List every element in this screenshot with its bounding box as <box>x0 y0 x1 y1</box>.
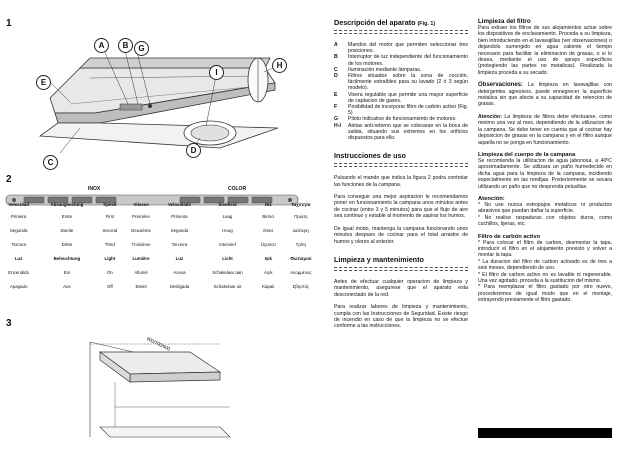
item-key: B <box>334 54 338 61</box>
observations-text: La limpieza en lavavajillas con detergentes agresivos, puede ennegrecer la superficie metalica sin que afecte a su capacidad de retencion de grasas. <box>478 82 612 108</box>
table-cell: Schakelaar uit <box>213 283 242 289</box>
table-cell: Third <box>104 241 115 247</box>
figure-2-number: 2 <box>6 174 12 185</box>
table-header: Velocidad <box>8 202 29 207</box>
table-row <box>0 251 320 265</box>
figure-1-label-i: I <box>209 65 224 80</box>
table-cell: Intensief <box>219 241 236 247</box>
table-header: Hız <box>265 202 272 207</box>
table-cell: First <box>105 213 115 219</box>
table-cell: Segunda <box>9 227 28 233</box>
figure-1-number: 1 <box>6 18 12 29</box>
table-row <box>0 279 320 293</box>
table-cell: Off <box>107 283 113 289</box>
filter-cleaning-paragraph: Para extraer los filtros de sus alojamientos actue sobre los dispositivos de enclavamiento. Proceda a su limpieza, bien introduciendo en el lavavajillas (ver observaciones) o dejandolo sumergido en agua caliente el tiempo necesario para facilitar la eliminacion de grasas, o si lo desea, mediante el uso de sprays especificos (protegiendo las partes no metalicas). Finalizada la limpieza proceda a su secado. <box>478 25 612 76</box>
figure-1-label-d: D <box>186 143 201 158</box>
color-label: COLOR <box>228 186 247 192</box>
table-cell: Licht <box>222 255 233 261</box>
table-cell: Ikinci <box>263 227 274 233</box>
observations-paragraph <box>478 82 612 108</box>
item-text: Piloto indicativo de funcionamiento de motores. <box>348 116 457 123</box>
figure-1-label-c: C <box>43 155 58 170</box>
table-cell: Acesa <box>173 269 186 275</box>
table-cell: Σβηστός <box>292 283 310 289</box>
usage-paragraph: Pulsando el mando que indica la figura 2 podra controlar las funciones de la campana. <box>334 175 468 188</box>
item-key: E <box>334 91 338 98</box>
table-cell: On <box>106 269 113 275</box>
table-cell: Açık <box>264 269 273 275</box>
control-function-table <box>0 200 320 293</box>
attention-list-item: * No realice raspaduras con objetos duros, como cuchillos, tijeras, etc. <box>478 214 612 228</box>
item-key: G <box>334 116 339 123</box>
divider <box>334 267 468 271</box>
list-item <box>334 104 468 116</box>
table-cell: Hoog <box>222 227 233 233</box>
table-cell: Apagado <box>9 283 28 289</box>
usage-heading: Instrucciones de uso <box>334 151 406 161</box>
item-text: Filtros situados sobre la zona de cocción, fácilmente extraíbles para su lavado (2 ó 3 según modelo). <box>348 73 468 92</box>
table-cell: Aus <box>63 283 71 289</box>
list-item <box>334 92 468 104</box>
item-text: Interruptor de luz independiente del funcionamiento de los motores. <box>348 54 468 67</box>
table-cell: Light <box>104 255 116 261</box>
table-cell: Troisième <box>131 241 151 247</box>
description-heading-text: Descripción del aparato <box>334 18 416 27</box>
carbon-filter-item: * Para colocar el filtro de carbon, desmontar la tapa, introducir el filtro en el alojamiento previsto y volver a montar la tapa. <box>478 239 612 259</box>
table-header: Speed <box>103 202 117 207</box>
table-cell: Encendido <box>8 269 30 275</box>
table-cell: Dritte <box>61 241 73 247</box>
table-header: Absaugleistung <box>50 202 84 207</box>
table-row <box>0 237 320 251</box>
list-item <box>334 123 468 142</box>
carbon-filter-heading: Filtro de carbón activo <box>478 233 541 240</box>
filter-cleaning-heading: Limpieza del filtro <box>478 18 531 25</box>
table-cell: Desligada <box>169 283 190 289</box>
attention-text: La limpieza de filtros debe efectuarse, como minimo una vez al mes, dependiendo de la utilizacion de la campana. Se debe tener en cuenta que al cocinar hay deposicion de grasas en la campana y en el filtro aunque aquella no se ponga en funcionamiento. <box>478 113 612 146</box>
table-cell: Luz <box>14 255 23 261</box>
table-cell: Kapalı <box>262 283 275 289</box>
item-text: Iluminación mediante lámparas. <box>348 66 422 73</box>
item-key: H-I <box>334 122 341 129</box>
maintenance-paragraph: Antes de efectuar cualquier operacion de limpieza y mantenimiento, asegurese que el aparato esta desconectado de la red. <box>334 278 468 298</box>
table-cell: Zweite <box>60 227 74 233</box>
table-cell: Primeira <box>171 213 188 219</box>
attention-paragraph <box>478 114 612 146</box>
black-bar <box>478 428 612 438</box>
item-text: Visera regulable que permite una mayor superficie de captacion de gases. <box>348 91 468 104</box>
item-key: D <box>334 73 338 80</box>
table-cell: Terceira <box>171 241 188 247</box>
table-header: Ταχύτητα <box>291 202 311 207</box>
table-cell: Première <box>132 213 150 219</box>
table-header: Snelheid <box>218 202 237 207</box>
table-header: Velocidade <box>167 202 191 207</box>
table-cell: Işık <box>264 255 272 261</box>
table-cell: Erste <box>61 213 73 219</box>
cleaning-column <box>478 18 612 304</box>
carbon-filter-item: * El filtro de carbon activo no es lavable ni regenerable. Una vez agotado, proceda a la sustitucion del mismo. <box>478 271 612 284</box>
table-cell: Luz <box>175 255 184 261</box>
figure-1-hood-illustration <box>10 28 310 168</box>
table-cell: Beleuchtung <box>53 255 81 261</box>
figure-1-label-b: B <box>118 38 133 53</box>
item-text: Mandos del motor que permiten seleccionar tres posiciones. <box>348 42 468 55</box>
table-cell: Schakelaar aan <box>212 269 243 275</box>
table-header-row <box>0 200 320 209</box>
observations-label: Observaciones: <box>478 82 524 89</box>
table-row <box>0 265 320 279</box>
table-cell: Primera <box>10 213 27 219</box>
body-cleaning-paragraph: Se recomienda la utilizacion de agua jabonosa, a 40ºC aproximadamente. Se utilizara un paño humedecido en dicha agua para la limpieza de la campana, incidiendo especialmente en las rendijas. Posteriormente se secara utilizando un paño que no desprenda pelusillas. <box>478 157 612 190</box>
table-cell: Tercera <box>11 241 26 247</box>
attention-list-item: * No use nunca estropajos metalicos ni productos abrasivos que puedan dañar la superficie. <box>478 201 612 215</box>
divider <box>334 30 468 34</box>
table-row <box>0 223 320 237</box>
table-cell: Πρώτη <box>294 213 308 219</box>
usage-paragraph: Para conseguir una mejor aspiracion le recomendamos poner en funcionamiento la campana unos minutos antes de cocinar (entre 3 y 5 minutos) para que el flujo de aire sea continuo y estable al momento de aspirar los humos. <box>334 194 468 220</box>
figure-1-label-g: G <box>134 41 149 56</box>
table-cell: Üçüncü <box>260 241 276 247</box>
figure-1-label-a: A <box>94 38 109 53</box>
list-item <box>334 73 468 92</box>
usage-paragraph: De igual modo, mantenga la campana funcionando unos minutos despues de cocinar para el total arrastre de humos y olores al exterior. <box>334 225 468 245</box>
item-text: Aletas anti-retorno que se colocaran en la boca de salida, situando sus extremos en los orificios dispuestos para ello. <box>348 122 468 142</box>
body-cleaning-heading: Limpieza del cuerpo de la campana <box>478 151 576 158</box>
description-heading <box>334 18 468 27</box>
description-heading-suffix: (Fig. 1) <box>417 21 436 27</box>
item-key: C <box>334 66 338 73</box>
table-cell: Φωτισμού <box>290 255 312 261</box>
figure-1-label-e: E <box>36 75 51 90</box>
carbon-filter-item: * Para reemplazar el filtro gastado por otro nuevo, procederemos de igual modo que en el montaje, extrayendo previamente el filtro gastado. <box>478 284 612 304</box>
maintenance-heading: Limpieza y mantenimiento <box>334 254 424 264</box>
table-cell: Allumé <box>134 269 148 275</box>
attention-heading: Atención: <box>478 195 505 202</box>
figure-1-label-h: H <box>272 58 287 73</box>
figure-3-installation-drawing <box>70 332 240 447</box>
list-item <box>334 54 468 66</box>
table-cell: Ανομμένος <box>290 269 312 275</box>
table-cell: Eteint <box>135 283 147 289</box>
divider <box>334 163 468 167</box>
table-cell: Lumière <box>132 255 150 261</box>
table-header: Vitesse <box>133 202 149 207</box>
table-cell: Ein <box>63 269 71 275</box>
carbon-filter-item: * La duracion del filtro de carbon activado es de tres a seis meses, dependiendo de uso. <box>478 258 612 272</box>
item-text: Posibilidad de incorporar filtro de carbón activo (Fig. 5) <box>348 104 468 117</box>
table-cell: Deuxième <box>131 227 151 233</box>
maintenance-paragraph: Para realizar labores de limpieza y mantenimiento, cumpla con las Instrucciones de Seguridad. Existe riesgo de incendio en caso de que la limpieza no se efectue conforme a las instrucciones. <box>334 304 468 330</box>
description-column <box>334 18 468 330</box>
attention-label: Atención: <box>478 113 502 120</box>
table-cell: Birinci <box>262 213 275 219</box>
table-row <box>0 209 320 223</box>
table-cell: Segunda <box>170 227 189 233</box>
figure-3-dimension-label: 900/700/600 <box>145 336 171 352</box>
table-cell: Second <box>102 227 118 233</box>
item-key: F <box>334 104 338 111</box>
table-cell: Laag <box>222 213 233 219</box>
figure-3-number: 3 <box>6 318 12 329</box>
table-cell: Τρίτη <box>295 241 306 247</box>
inox-label: INOX <box>88 186 101 192</box>
table-cell: Δεύτερη <box>292 227 309 233</box>
item-key: A <box>334 42 338 48</box>
list-item <box>334 42 468 54</box>
